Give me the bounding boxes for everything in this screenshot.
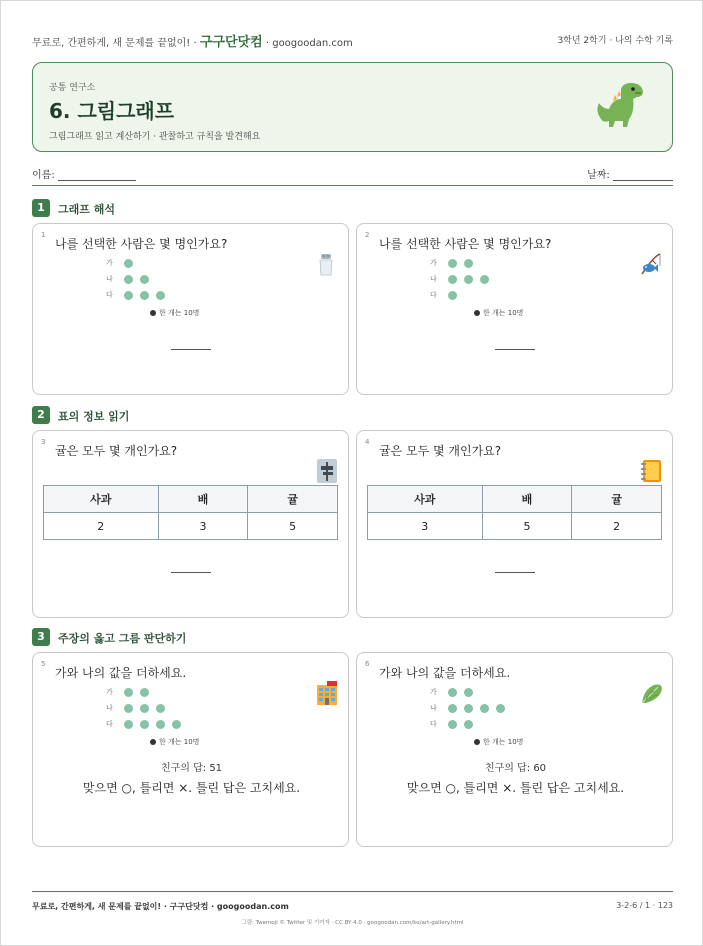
problem-question: 가와 나의 값을 더하세요. <box>379 666 511 680</box>
problem-card-2 <box>356 223 673 395</box>
section-number: 2 <box>32 406 50 424</box>
graph-dot <box>124 720 133 729</box>
answer-blank[interactable] <box>171 572 211 573</box>
graph-legend: 한 개는 10명 <box>474 737 523 747</box>
table-header: 배 <box>158 486 248 513</box>
answer-blank[interactable] <box>171 349 211 350</box>
graph-dot <box>140 291 149 300</box>
graph-dot <box>124 291 133 300</box>
graph-row-label: 다 <box>430 291 437 299</box>
problem-number: 4 <box>365 438 370 446</box>
graph-dot <box>156 291 165 300</box>
table-row <box>44 513 338 540</box>
graph-row-label: 가 <box>430 688 437 696</box>
graph-row-label: 나 <box>430 275 437 283</box>
section-number: 3 <box>32 628 50 646</box>
legend-dot <box>150 310 156 316</box>
graph-row-label: 가 <box>106 688 113 696</box>
graph-dot <box>140 688 149 697</box>
section-title: 그래프 해석 <box>58 203 115 216</box>
graph-dot <box>448 704 457 713</box>
legend-dot <box>474 739 480 745</box>
graph-legend: 한 개는 10명 <box>474 308 523 318</box>
graph-dot <box>448 259 457 268</box>
graph-dot <box>156 720 165 729</box>
page-title: 6. 그림그래프 <box>49 99 175 123</box>
problem-question: 나를 선택한 사람은 몇 명인가요? <box>55 237 228 251</box>
data-table <box>367 485 662 540</box>
top-header <box>32 31 673 51</box>
title-box <box>32 62 673 152</box>
graph-row-label: 나 <box>430 704 437 712</box>
graph-row-label: 가 <box>430 259 437 267</box>
data-table <box>43 485 338 540</box>
signpost-icon <box>317 459 337 483</box>
problem-card-3 <box>32 430 349 618</box>
table-header: 사과 <box>44 486 159 513</box>
graph-row-label: 다 <box>106 720 113 728</box>
name-date-row <box>32 166 673 186</box>
judge-instruction: 맞으면 ○, 틀리면 ×. 틀린 답은 고치세요. <box>82 781 301 795</box>
table-header: 귤 <box>248 486 338 513</box>
problem-number: 3 <box>41 438 46 446</box>
graph-dot <box>464 688 473 697</box>
problem-number: 5 <box>41 660 46 668</box>
site-tagline: 무료로, 간편하게, 새 문제를 끝없이! · 구구단닷컴 · googoodan.com <box>32 35 353 50</box>
table-header-row <box>368 486 662 513</box>
graph-dot <box>156 704 165 713</box>
brand-name: 구구단닷컴 <box>199 35 263 50</box>
friend-answer: 친구의 답: 60 <box>484 763 547 774</box>
date-blank[interactable] <box>613 170 673 181</box>
problem-card-6 <box>356 652 673 847</box>
section-title: 표의 정보 읽기 <box>58 410 130 423</box>
graph-dot <box>464 720 473 729</box>
graph-row-label: 다 <box>106 291 113 299</box>
title-kicker: 공통 연구소 <box>49 83 96 93</box>
problem-question: 나를 선택한 사람은 몇 명인가요? <box>379 237 552 251</box>
legend-dot <box>150 739 156 745</box>
name-blank[interactable] <box>58 170 136 181</box>
graph-dot <box>480 275 489 284</box>
hotel-icon <box>315 681 339 705</box>
table-header-row <box>44 486 338 513</box>
table-cell: 3 <box>158 513 248 540</box>
dinosaur-icon <box>591 81 645 131</box>
graph-row-label: 나 <box>106 275 113 283</box>
problem-card-5 <box>32 652 349 847</box>
table-header: 사과 <box>368 486 483 513</box>
graph-row-label: 가 <box>106 259 113 267</box>
name-field[interactable]: 이름: <box>32 166 136 181</box>
graph-dot <box>140 720 149 729</box>
art-credit: 그림: Twemoji © Twitter 및 기여자 · CC BY 4.0 · googoodan.com/ko/art-gallery.html <box>241 920 464 926</box>
graph-dot <box>480 704 489 713</box>
table-header: 귤 <box>572 486 662 513</box>
graph-dot <box>496 704 505 713</box>
judge-instruction: 맞으면 ○, 틀리면 ×. 틀린 답은 고치세요. <box>406 781 625 795</box>
problem-card-4 <box>356 430 673 618</box>
graph-dot <box>448 720 457 729</box>
section-title: 주장의 옳고 그름 판단하기 <box>58 632 187 645</box>
problem-question: 귤은 모두 몇 개인가요? <box>379 444 502 458</box>
graph-dot <box>464 275 473 284</box>
graph-legend: 한 개는 10명 <box>150 308 199 318</box>
answer-blank[interactable] <box>495 349 535 350</box>
table-row <box>368 513 662 540</box>
graph-row-label: 다 <box>430 720 437 728</box>
graph-legend: 한 개는 10명 <box>150 737 199 747</box>
table-header: 배 <box>482 486 572 513</box>
graph-dot <box>124 259 133 268</box>
graph-dot <box>448 688 457 697</box>
page-footer <box>32 891 673 911</box>
graph-dot <box>172 720 181 729</box>
table-cell: 2 <box>572 513 662 540</box>
problem-question: 귤은 모두 몇 개인가요? <box>55 444 178 458</box>
problem-question: 가와 나의 값을 더하세요. <box>55 666 187 680</box>
fishing-pole-icon <box>638 252 662 276</box>
problem-number: 6 <box>365 660 370 668</box>
notebook-icon <box>640 459 662 483</box>
table-cell: 5 <box>482 513 572 540</box>
leafy-green-icon <box>640 681 664 705</box>
site-domain: · googoodan.com <box>265 38 353 49</box>
graph-dot <box>124 704 133 713</box>
problem-number: 2 <box>365 231 370 239</box>
date-field[interactable]: 날짜: <box>587 166 673 181</box>
graph-row-label: 나 <box>106 704 113 712</box>
friend-answer: 친구의 답: 51 <box>160 763 223 774</box>
graph-dot <box>448 275 457 284</box>
graph-dot <box>124 275 133 284</box>
answer-blank[interactable] <box>495 572 535 573</box>
footer-tagline: 무료로, 간편하게, 새 문제를 끝없이! · 구구단닷컴 · googoodan.com <box>32 902 289 911</box>
course-label: 3학년 2학기 · 나의 수학 기록 <box>557 36 673 46</box>
legend-dot <box>474 310 480 316</box>
table-cell: 3 <box>368 513 483 540</box>
problem-number: 1 <box>41 231 46 239</box>
graph-dot <box>448 291 457 300</box>
page-number: 3-2-6 / 1 · 123 <box>616 901 673 910</box>
table-cell: 2 <box>44 513 159 540</box>
salt-shaker-icon <box>318 252 334 276</box>
problem-card-1 <box>32 223 349 395</box>
section-number: 1 <box>32 199 50 217</box>
graph-dot <box>464 259 473 268</box>
page-subtitle: 그림그래프 읽고 계산하기 · 관찰하고 규칙을 발견해요 <box>49 132 261 142</box>
graph-dot <box>124 688 133 697</box>
graph-dot <box>140 704 149 713</box>
table-cell: 5 <box>248 513 338 540</box>
graph-dot <box>140 275 149 284</box>
graph-dot <box>464 704 473 713</box>
